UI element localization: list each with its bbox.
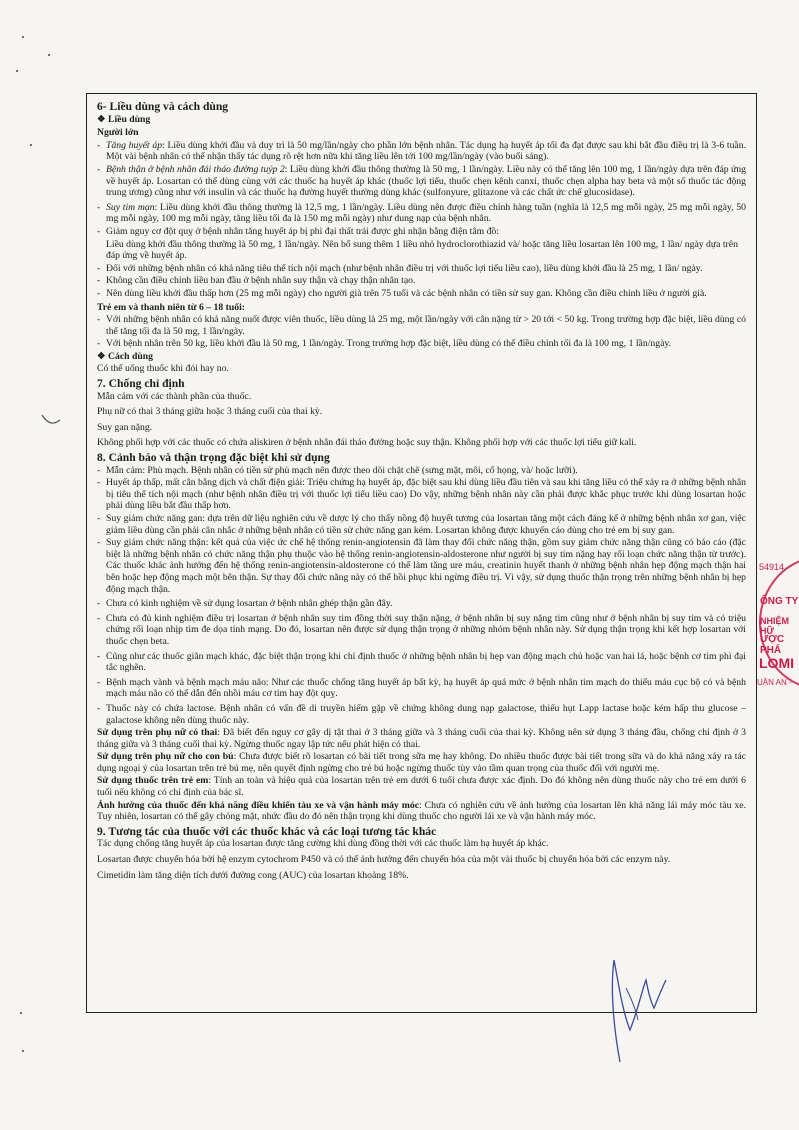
subheading-administration-text: Cách dùng <box>108 350 153 362</box>
use-in-lactation <box>97 751 746 774</box>
dose-diabetic-text: : Liều dùng khởi đầu thông thường là 50 mg, 1 lần/ngày. Liều này có thể tăng lên 100 mg, 1 lần/ngày dựa trên đáp ứng về huyết áp. Losartan có thể dùng cùng với các thuốc hạ huyết áp khác (thuốc lợi tiểu, thuốc chẹn kênh canxi, thuốc chẹn alpha hay beta và một số thuốc tác động trung ương) cũng như với insulin và các thuốc hạ đường huyết thường dùng khác (sulfonyure, glitazone và các chất ức chế glucosidase). <box>106 163 746 199</box>
dose-diabetic-label: Bệnh thận ở bệnh nhân đái tháo đường tuýp 2 <box>106 163 285 175</box>
interaction-1: Tác dụng chống tăng huyết áp của losartan được tăng cường khi dùng đồng thời với các thuốc làm hạ huyết áp khác. <box>97 838 549 850</box>
stamp-text: 54914 <box>759 562 785 572</box>
stamp-text: UẬN AN - <box>757 678 792 686</box>
subheading-dosage <box>97 114 746 126</box>
administration-text: Có thể uống thuốc khi đói hay no. <box>97 363 229 375</box>
warning-coronary: - Bệnh mạch vành và bệnh mạch máu não: Như các thuốc chống tăng huyết áp bất kỳ, hạ huyết áp quá mức ở bệnh nhân tim mạch do thiếu máu cục bộ có và bệnh mạch máu não có thể dẫn đến nhồi máu cơ tim hay đột quỵ. <box>97 677 746 700</box>
document-frame <box>86 93 757 1013</box>
warning-transplant: - Chưa có kinh nghiệm về sử dụng losartan ở bệnh nhân ghép thận gần đây. <box>97 598 746 610</box>
pregnancy-label: Sử dụng trên phụ nữ có thai <box>97 727 218 739</box>
stamp-text: LOMI <box>759 655 794 671</box>
children-text: : Tính an toàn và hiệu quả của losartan trên trẻ em dưới 6 tuổi chưa được xác định. Do đó không nên dùng thuốc này cho trẻ em dưới 6 tuổi nếu không có chỉ định của bác sĩ. <box>97 775 746 799</box>
stamp-text: ÔNG TY <box>760 596 799 607</box>
dose-heart-failure-text: : Liều dùng khởi đầu thông thường là 12,5 mg, 1 lần/ngày. Liều dùng nên được điều chỉnh hàng tuần (nghĩa là 12,5 mg mỗi ngày, 25 mg mỗi ngày, 50 mg mỗi ngày, 100 mg mỗi ngày, tăng liều tối đa là 150 mg mỗi ngày) như dung nạp của bệnh nhân. <box>106 201 746 225</box>
dose-stroke-risk-detail: Liều dùng khởi đầu thông thường là 50 mg, 1 lần/ngày. Nên bổ sung thêm 1 liều nhỏ hydroclorothiazid và/ hoặc tăng liều losartan lên 100 mg, 1 lần/ ngày dựa trên đáp ứng về huyết áp. <box>106 238 738 262</box>
scan-speck <box>20 1012 22 1014</box>
dose-hypertension-text: : Liều dùng khởi đầu và duy trì là 50 mg/lần/ngày cho phần lớn bệnh nhân. Tác dụng hạ huyết áp tối đa đạt được sau khi bắt đầu điều trị là 3-6 tuần. Một vài bệnh nhân có thể nhận thấy tác dụng rõ rệt hơn nữa khi tăng liều lên tới 100 mg/lần/ngày (vào buổi sáng). <box>106 139 746 163</box>
warning-valve-stenosis: - Cũng như các thuốc giãn mạch khác, đặc biệt thận trọng khi chỉ định thuốc ở những bệnh nhân bị hẹp van động mạch chủ hoặc van hai lá, hoặc bệnh cơ tim phì đại tắc nghẽn. <box>97 651 746 674</box>
adults-heading: Người lớn <box>97 127 139 139</box>
diamond-bullet-icon: ❖ <box>97 350 106 362</box>
section-6-title: 6- Liều dùng và cách dùng <box>97 100 229 113</box>
subheading-administration <box>97 351 746 363</box>
dose-heart-failure-label: Suy tim mạn <box>106 201 155 213</box>
warning-hepatic: - Suy giảm chức năng gan: dựa trên dữ liệu nghiên cứu về dược lý cho thấy nồng độ huyết tương của losartan tăng một cách đáng kể ở những bệnh nhân xơ gan, việc giảm liều dùng cần phải cân nhắc ở những bệnh nhân có tiền sử chức năng gan kém. Losartan không được khuyến cáo dùng cho trẻ em bị suy gan. <box>97 513 746 536</box>
section-8-title: 8. Cảnh báo và thận trọng đặc biệt khi sử dụng <box>97 451 330 465</box>
contraindication-4: Không phối hợp với các thuốc có chứa aliskiren ở bệnh nhân đái tháo đường hoặc suy thận. Không phối hợp với các thuốc lợi tiểu giữ kali. <box>97 437 637 449</box>
dose-stroke-risk: - Giảm nguy cơ đột quỵ ở bệnh nhân tăng huyết áp bị phì đại thất trái được ghi nhận bằng điện tâm đồ: <box>97 226 746 238</box>
lactation-label: Sử dụng trên phụ nữ cho con bú <box>97 751 234 763</box>
scan-speck <box>48 54 50 56</box>
pregnancy-text: : Đã biết đến nguy cơ gây dị tật thai ở 3 tháng giữa và 3 tháng cuối của thai kỳ. Không nên sử dụng 3 tháng đầu, chống chỉ định ở 3 tháng giữa và 3 tháng cuối thai kỳ. Ngừng thuốc ngay lập tức nếu phát hiện có thai. <box>97 727 746 750</box>
interaction-3: Cimetidin làm tăng diện tích dưới đường cong (AUC) của losartan khoảng 18%. <box>97 869 409 881</box>
warning-hypersensitivity: - Mẫn cảm: Phù mạch. Bệnh nhân có tiền sử phù mạch nên được theo dõi chặt chẽ (sưng mặt, môi, cổ họng, và/ hoặc lưỡi). <box>97 465 746 477</box>
section-7-title: 7. Chống chỉ định <box>97 377 185 391</box>
children-heading: Trẻ em và thanh niên từ 6 – 18 tuổi: <box>97 301 245 313</box>
contraindication-3: Suy gan nặng. <box>97 421 153 433</box>
warning-hypotension: - Huyết áp thấp, mất cân bằng dịch và chất điện giải: Triệu chứng hạ huyết áp, đặc biệt sau khi dùng liều đầu tiên và sau khi tăng liều có thể xảy ra ở những bệnh nhân bị tiêu thể tích nội mạch (như bệnh nhân điều trị với thuốc lợi tiểu liều cao) Do vậy, những bệnh nhân này cần phải được khắc phục trước khi dùng losartan hoặc phải dùng liều bắt đầu thấp hơn. <box>97 477 746 512</box>
diamond-bullet-icon: ❖ <box>97 113 106 125</box>
children-label: Sử dụng thuốc trên trẻ em <box>97 775 209 787</box>
dose-heart-failure <box>97 202 746 225</box>
company-stamp <box>755 556 799 686</box>
punch-hole-mark <box>40 412 62 430</box>
lactation-text: : Chưa được biết rõ losartan có bài tiết trong sữa mẹ hay không. Do nhiều thuốc được bài tiết trong sữa và do khả năng xảy ra tác dụng ngoại ý của losartan trên trẻ bú mẹ, nên quyết định ngừng cho trẻ bú hoặc ngừng thuốc tùy vào tầm quan trọng của thuốc đối với người mẹ. <box>97 751 747 774</box>
section-9-title: 9. Tương tác của thuốc với các thuốc khác và các loại tương tác khác <box>97 824 437 838</box>
scan-speck <box>22 36 24 38</box>
dose-diabetic-nephropathy <box>97 164 746 199</box>
scan-speck <box>22 1050 24 1052</box>
dose-elderly: - Nên dùng liều khởi đầu thấp hơn (25 mg mỗi ngày) cho người già trên 75 tuổi và các bệnh nhân có tiền sử suy gan. Không cần điều chỉnh liều ở người già. <box>97 288 746 300</box>
dose-children-1: - Với những bệnh nhân có khả năng nuốt được viên thuốc, liều dùng là 25 mg, một lần/ngày với cân nặng từ > 20 tới < 50 kg. Trong trường hợp đặc biệt, liều dùng có thể tăng tối đa là 50 mg, 1 lần/ngày. <box>97 314 746 337</box>
contraindication-2: Phụ nữ có thai 3 tháng giữa hoặc 3 tháng cuối của thai kỳ. <box>97 406 323 418</box>
dose-renal: - Không cần điều chỉnh liều ban đầu ở bệnh nhân suy thận và chạy thận nhân tạo. <box>97 275 746 287</box>
scan-speck <box>30 144 32 146</box>
use-in-children <box>97 775 746 798</box>
dose-volume-depleted: - Đối với những bệnh nhân có khả năng tiêu thể tích nội mạch (như bệnh nhân điều trị với thuốc lợi tiểu liều cao), liều dùng khởi đầu là 25 mg, 1 lần/ ngày. <box>97 263 746 275</box>
stamp-text: ƯỢC PHẨ <box>760 634 785 656</box>
use-in-pregnancy <box>97 727 746 750</box>
stamp-text: NHIỆM HỮ <box>760 616 789 636</box>
driving-text: : Chưa có nghiên cứu về ảnh hưởng của losartan lên khả năng lái máy móc tàu xe. Tuy nhiên, losartan có thể gây chóng mặt, nhức đầu do đó nên thận trọng khi dùng thuốc cho người lái xe và vận hành máy móc. <box>97 799 746 823</box>
scan-speck <box>16 70 18 72</box>
contraindication-1: Mẫn cảm với các thành phần của thuốc. <box>97 390 252 402</box>
interaction-2: Losartan được chuyển hóa bởi hệ enzym cytochrom P450 và có thể ảnh hưởng đến chuyển hóa của một vài thuốc bị chuyển hóa bởi các enzym này. <box>97 854 671 866</box>
dose-children-2: - Với bệnh nhân trên 50 kg, liều khởi đầu là 50 mg, 1 lần/ngày. Trong trường hợp đặc biệt, liều dùng có thể điều chỉnh tối đa là 100 mg, 1 lần/ngày. <box>97 338 746 350</box>
subheading-dosage-text: Liều dùng <box>108 113 151 125</box>
driving-label: Ảnh hưởng của thuốc đến khả năng điều khiển tàu xe và vận hành máy móc <box>97 799 420 811</box>
warning-heart-failure: - Chưa có đủ kinh nghiệm điều trị losartan ở bệnh nhân suy tim đồng thời suy thận nặng, ở bệnh nhân bị suy nặng tim cũng như ở bệnh nhân bị suy tim và có triệu chứng rối loạn nhịp tim đe dọa tính mạng. Do đó, losartan nên được sử dụng thận trọng ở những nhóm bệnh nhân này. Sử dụng thận trọng khi kết hợp losartan với thuốc chẹn beta. <box>97 613 746 648</box>
warning-lactose: - Thuốc này có chứa lactose. Bệnh nhân có vấn đề di truyền hiếm gặp về chứng không dung nạp galactose, thiếu hụt Lapp lactase hoặc kém hấp thu glucose – galactose không nên dùng thuốc này. <box>97 703 746 726</box>
dose-hypertension-label: Tăng huyết áp <box>106 139 163 151</box>
driving-effects <box>97 800 746 823</box>
dose-hypertension <box>97 140 746 163</box>
signature <box>580 950 700 1070</box>
document-content <box>97 101 746 881</box>
warning-renal: - Suy giảm chức năng thận: kết quả của việc ức chế hệ thống renin-angiotensin đã làm thay đổi chức năng thận, gồm suy giảm chức năng thận cũng có báo cáo (đặc biệt là những bệnh nhân có chức năng thận phụ thuộc vào hệ thống renin-angiotensin-aldosterone như người bị suy tim nặng hay rối loạn chức năng thận từ trước). Các thuốc khác ảnh hưởng đến hệ thống renin-angiotensin-aldosterone có thể làm tăng ure máu, creatinin huyết thanh ở những bệnh nhân hẹp động mạch thận hai bên hoặc hẹp động mạch một bên thận. Sự thay đổi chức năng này có thể hồi phục khi ngừng điều trị. Vì vậy, sử dụng thuốc thận trọng trên những bệnh nhân bị hẹp động mạch thận. <box>97 537 746 595</box>
